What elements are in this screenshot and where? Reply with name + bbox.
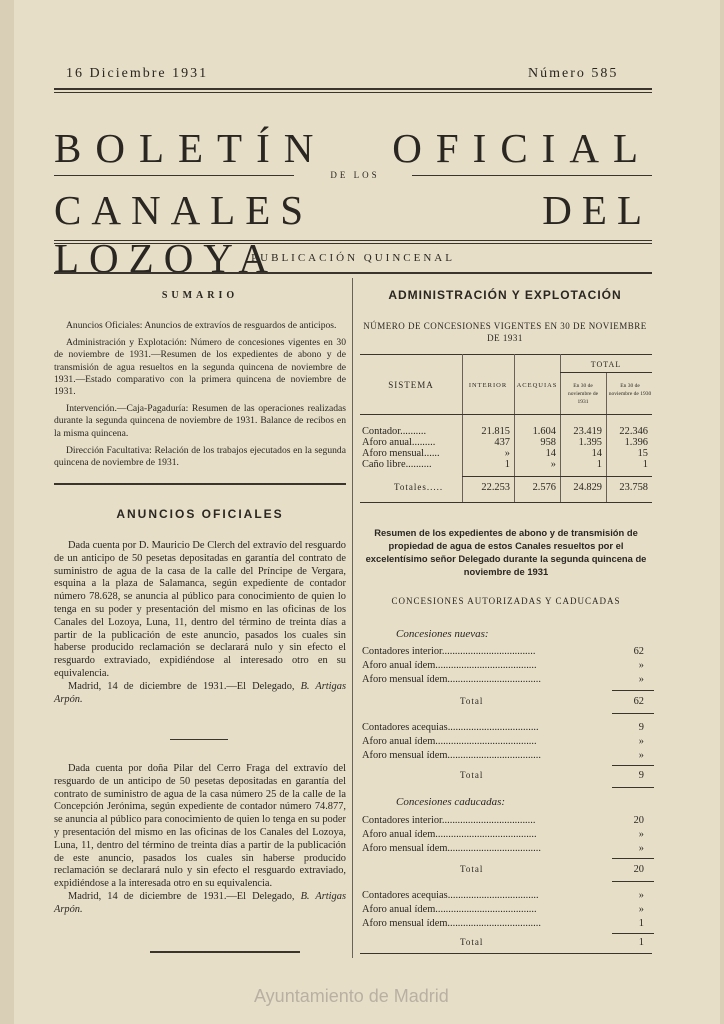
list-total: Total 9 — [460, 770, 644, 781]
header-rule-2 — [54, 92, 652, 93]
table-top-rule — [360, 354, 652, 355]
table-rows — [360, 426, 652, 470]
anuncio-2 — [54, 763, 346, 917]
nuevas-title: Concesiones nuevas: — [396, 628, 489, 640]
delos-rule-left — [54, 175, 294, 176]
list-item: Aforo anual ídem....................................... » — [362, 660, 644, 671]
list-item: Aforo mensual ídem.................................... » — [362, 843, 644, 854]
list-item: Aforo mensual ídem.................................... » — [362, 750, 644, 761]
anuncio-1-name: B. Artigas Arpón. — [54, 680, 346, 705]
anuncio-2-name: B. Artigas Arpón. — [54, 890, 346, 915]
sumario-item: Administración y Explotación: Número de concesiones vigentes en 30 de noviembre de 1931.—Resumen de los expedientes de abono y de transmisión de agua resueltos en la segunda quincena de noviembre de 1931.—Estado comparativo con la primera quincena de noviembre de 1931. — [54, 337, 346, 398]
list-item: Contadores interior.................................... 20 — [362, 815, 644, 826]
admin-title: ADMINISTRACIÓN Y EXPLOTACIÓN — [388, 288, 622, 302]
subtitle-rule — [54, 272, 652, 274]
col-total-1931: En 30 de noviembre de 1931 — [567, 383, 599, 405]
list-item: Aforo mensual ídem.................................... 1 — [362, 918, 644, 929]
sumario-item: Anuncios Oficiales: Anuncios de extravíos de resguardos de anticipos. — [66, 320, 337, 331]
table-title: NÚMERO DE CONCESIONES VIGENTES EN 30 DE NOVIEMBRE DE 1931 — [363, 321, 647, 343]
anuncio-2-sign: Madrid, 14 de diciembre de 1931.—El Delegado, — [68, 890, 295, 902]
caducadas-title: Concesiones caducadas: — [396, 796, 506, 808]
concesiones-title: CONCESIONES AUTORIZADAS Y CADUCADAS — [391, 596, 621, 606]
list-item: Aforo mensual ídem.................................... » — [362, 674, 644, 685]
list-item: Contadores interior.................................... 62 — [362, 646, 644, 657]
col-acequias: ACEQUIAS — [516, 382, 558, 389]
sumario-item: Intervención.—Caja-Pagaduría: Resumen de las operaciones realizadas durante la segunda quincena de noviembre de 1931. Balance de recibos en la misma quincena. — [54, 403, 346, 439]
col-interior: INTERIOR — [468, 382, 508, 389]
masthead-rule-2 — [54, 243, 652, 244]
masthead-rule — [54, 240, 652, 241]
masthead-title-1: BOLETÍN OFICIAL — [54, 125, 652, 171]
anuncio-1-sign: Madrid, 14 de diciembre de 1931.—El Delegado, — [68, 680, 295, 692]
list-total: Total 1 — [460, 937, 644, 948]
end-ornament — [150, 951, 300, 953]
sumario-rule — [54, 483, 346, 485]
table-row: Aforo anual......... 437 958 1.395 1.396 — [362, 437, 648, 448]
sumario-title: SUMARIO — [161, 290, 239, 301]
issue-date: 16 Diciembre 1931 — [66, 66, 209, 81]
resumen-heading: Resumen de los expedientes de abono y de transmisión de propiedad de agua de estos Canales resueltos por el excelentísimo señor Delegado durante la segunda quincena de noviembre de 1931 — [365, 527, 647, 577]
table-row: Aforo mensual...... » 14 14 15 — [362, 448, 648, 459]
list-item: Aforo anual ídem....................................... » — [362, 736, 644, 747]
table-row: Caño libre.......... 1 » 1 1 — [362, 459, 648, 470]
col-total: TOTAL — [590, 360, 622, 369]
delos-rule-right — [412, 175, 652, 176]
anuncio-divider — [170, 739, 228, 740]
masthead-delos: DE LOS — [330, 170, 380, 180]
anuncio-1 — [54, 540, 346, 706]
column-divider — [352, 278, 353, 958]
anuncio-1-text: Dada cuenta por D. Mauricio De Clerch del extravío del resguardo de un anticipo de 50 pesetas depositadas en garantía del contrato de suministro de agua de la casa de la calle del Príncipe de Vergara, esquina a la plaza de Salamanca, según expediente de contador número 78.628, se anuncia al público para conocimiento de quien lo tenga en su poder y presentación del mismo en las oficinas de los Canales del Lozoya, Luna, 11, dentro del término de treinta días a partir de la publicación de este anuncio, pasados los cuales sin haberse producido reclamación se declarará nulo y sin efecto el resguardo extraviado, expidiéndose al interesado otro en su equivalencia. — [54, 540, 346, 679]
anuncios-title: ANUNCIOS OFICIALES — [116, 507, 284, 521]
issue-number: Número 585 — [528, 66, 619, 81]
sumario-item: Dirección Facultativa: Relación de los trabajos ejecutados en la segunda quincena de noviembre de 1931. — [54, 444, 346, 469]
anuncio-2-text: Dada cuenta por doña Pilar del Cerro Fraga del extravío del resguardo de un anticipo de 50 pesetas depositadas en garantía del contrato de suministro de agua de la casa número 25 de la calle de la Concepción Jerónima, según expediente de contador número 74.877, se anuncia al público para conocimiento de quien lo tenga en su poder y presentación del mismo en las oficinas de los Canales del Lozoya, Luna, 11, dentro del término de treinta días a partir de la publicación de este anuncio, pasados los cuales sin haberse producido reclamación se declarará nulo y sin efecto el resguardo extraviado, expidiéndose a la interesada otro en su equivalencia. — [54, 763, 346, 890]
list-total: Total 62 — [460, 696, 644, 707]
table-bottom-rule — [360, 502, 652, 503]
header-rule — [54, 88, 652, 90]
col-sistema: SISTEMA — [388, 380, 434, 390]
list-item: Aforo anual ídem....................................... » — [362, 904, 644, 915]
sumario-list — [54, 320, 346, 474]
watermark: Ayuntamiento de Madrid — [254, 986, 449, 1006]
list-item: Aforo anual ídem....................................... » — [362, 829, 644, 840]
list-item: Contadores acequias................................... » — [362, 890, 644, 901]
list-item: Contadores acequias................................... 9 — [362, 722, 644, 733]
masthead-title-2: CANALES DEL LOZOYA — [54, 187, 652, 281]
table-row: Contador.......... 21.815 1.604 23.419 22.346 — [362, 426, 648, 437]
masthead-subtitle: PUBLICACIÓN QUINCENAL — [251, 252, 455, 264]
col-total-1930: En 30 de noviembre de 1930 — [608, 383, 652, 397]
list-total: Total 20 — [460, 864, 644, 875]
